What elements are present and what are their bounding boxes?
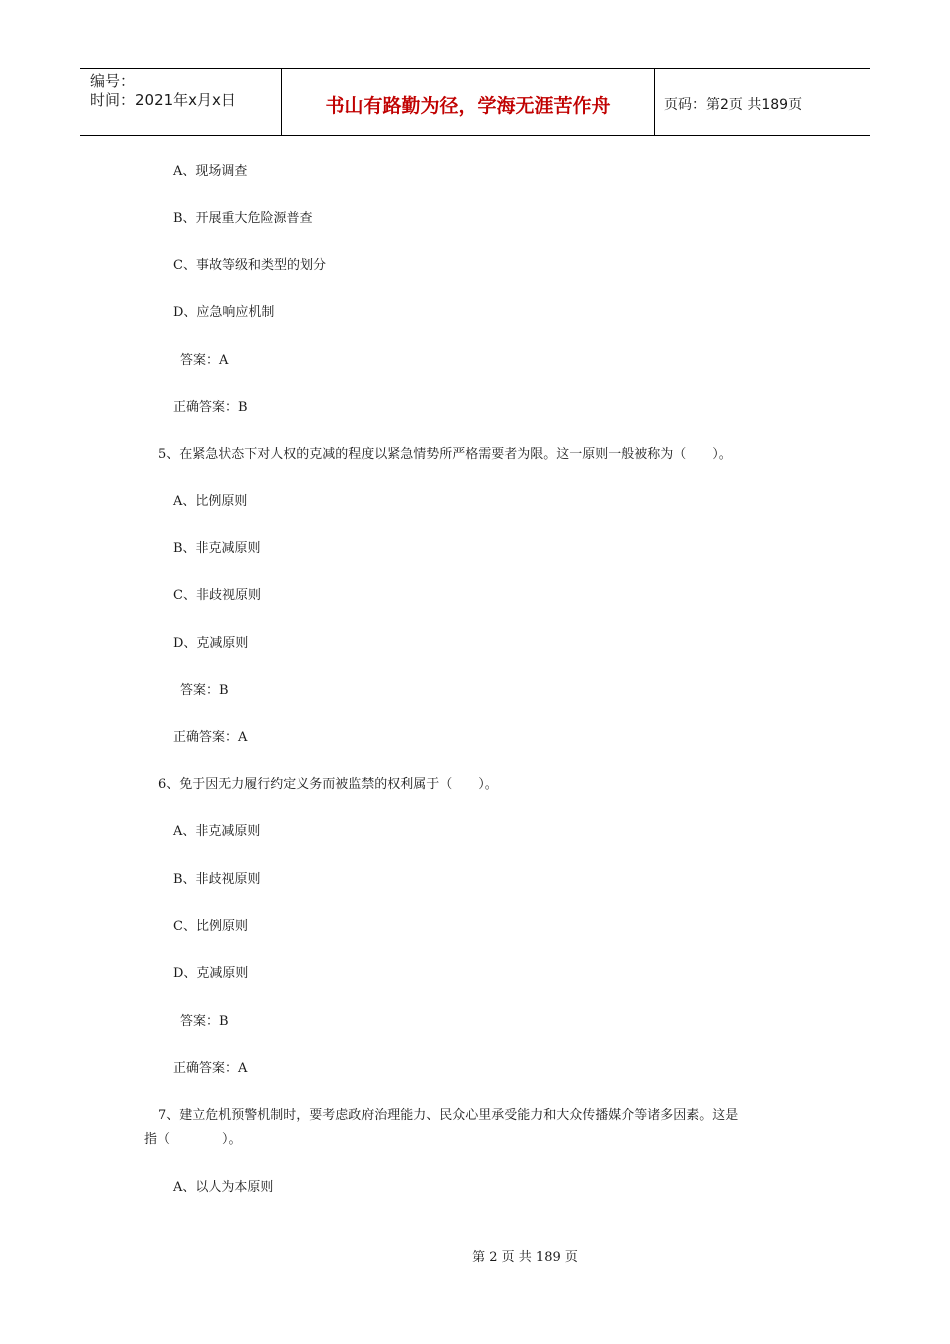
correct-answer-line: 正确答案：A	[173, 730, 248, 745]
option-line: D、克减原则	[173, 966, 249, 981]
answer-line: 答案：B	[180, 683, 229, 698]
answer-line: 答案：A	[180, 353, 229, 368]
option-line: C、事故等级和类型的划分	[173, 258, 326, 273]
serial-label: 编号：	[90, 72, 136, 90]
option-line: A、以人为本原则	[173, 1180, 274, 1195]
correct-answer-line: 正确答案：B	[173, 400, 248, 415]
header-motto: 书山有路勤为径，学海无涯苦作舟	[281, 69, 655, 135]
option-line: A、非克减原则	[173, 824, 261, 839]
correct-answer-line: 正确答案：A	[173, 1061, 248, 1076]
question-line: 5、在紧急状态下对人权的克减的程度以紧急情势所严格需要者为限。这一原则一般被称为（ ）。	[158, 447, 732, 462]
option-line: B、非克减原则	[173, 541, 261, 556]
option-line: D、克减原则	[173, 636, 249, 651]
question-line-continued: 指（ ）。	[144, 1132, 242, 1147]
option-line: C、比例原则	[173, 919, 248, 934]
option-line: C、非歧视原则	[173, 588, 261, 603]
page-footer: 第 2 页 共 189 页	[472, 1250, 578, 1265]
option-line: D、应急响应机制	[173, 305, 275, 320]
option-line: A、现场调查	[173, 164, 248, 179]
option-line: A、比例原则	[173, 494, 248, 509]
answer-line: 答案：B	[180, 1014, 229, 1029]
question-line: 7、建立危机预警机制时，要考虑政府治理能力、民众心里承受能力和大众传播媒介等诸多因素。这是	[158, 1108, 739, 1123]
header-info-cell	[80, 69, 281, 135]
date-label: 时间：2021年x月x日	[90, 91, 236, 109]
header-page-label: 页码：第2页 共189页	[664, 97, 803, 113]
question-line: 6、免于因无力履行约定义务而被监禁的权利属于（ ）。	[158, 777, 498, 792]
option-line: B、非歧视原则	[173, 872, 261, 887]
option-line: B、开展重大危险源普查	[173, 211, 313, 226]
page-header	[80, 68, 870, 136]
